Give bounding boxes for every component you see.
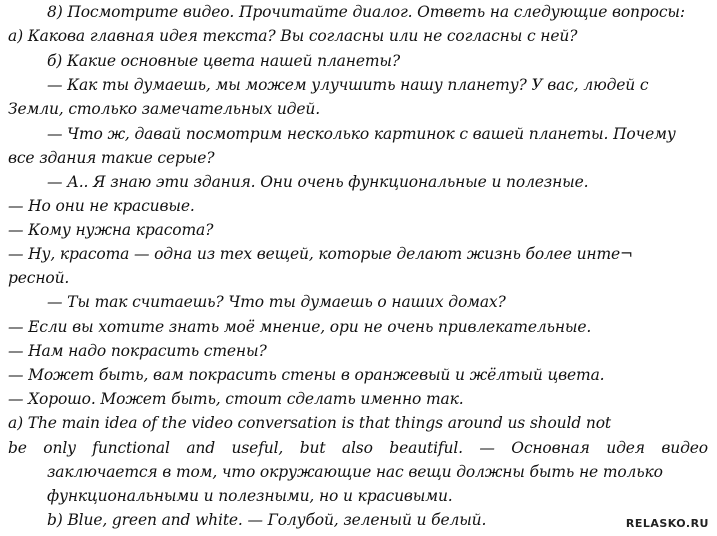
dialog-line: — Если вы хотите знать моё мнение, ори не очень привлекательные. [8,318,592,336]
dialog-line: — А.. Я знаю эти здания. Они очень функциональные и полезные. [47,173,589,191]
dialog-line: все здания такие серые? [8,149,215,167]
answer-a: a) The main idea of the video conversation is that things around us should not [8,414,611,432]
watermark: RELASKO.RU [625,517,709,530]
dialog-line: — Кому нужна красота? [8,221,214,239]
answer-a: be only functional and useful, but also beautiful. — Основная идея видео [8,439,708,457]
dialog-line: Земли, столько замечательных идей. [8,100,320,118]
answer-a: функциональными и полезными, но и красивыми. [47,487,453,505]
dialog-line: — Нам надо покрасить стены? [8,342,267,360]
exercise-heading: 8) Посмотрите видео. Прочитайте диалог. Ответь на следующие вопросы: [47,3,685,21]
dialog-line: — Но они не красивые. [8,197,195,215]
dialog-line: — Как ты думаешь, мы можем улучшить нашу планету? У вас, людей с [47,76,649,94]
dialog-line: — Хорошо. Может быть, стоит сделать именно так. [8,390,464,408]
answer-a: заключается в том, что окружающие нас вещи должны быть не только [47,463,663,481]
answer-b: b) Blue, green and white. — Голубой, зеленый и белый. [47,511,487,529]
dialog-line: ресной. [8,269,70,287]
dialog-line: — Может быть, вам покрасить стены в оранжевый и жёлтый цвета. [8,366,605,384]
question-a: a) Какова главная идея текста? Вы согласны или не согласны с ней? [8,27,578,45]
question-b: б) Какие основные цвета нашей планеты? [47,52,401,70]
dialog-line: — Что ж, давай посмотрим несколько картинок с вашей планеты. Почему [47,125,676,143]
dialog-line: — Ну, красота — одна из тех вещей, которые делают жизнь более инте¬ [8,245,633,263]
dialog-line: — Ты так считаешь? Что ты думаешь о наших домах? [47,293,506,311]
